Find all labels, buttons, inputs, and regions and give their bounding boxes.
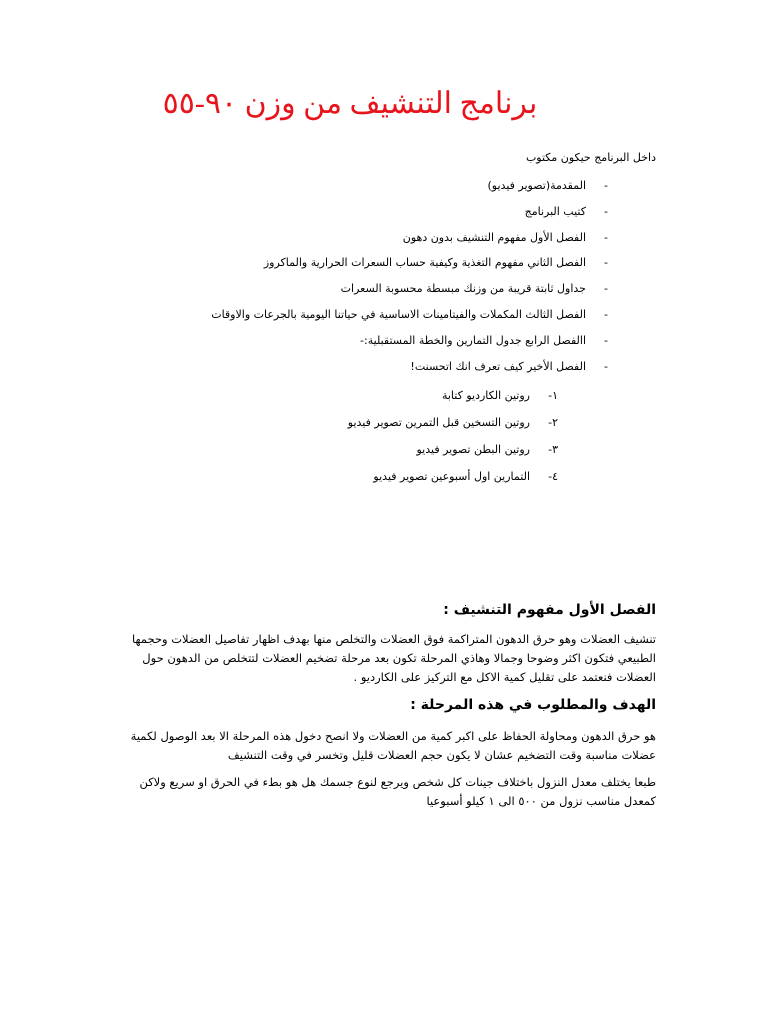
list-item	[348, 388, 558, 415]
list-item-label: روتين الكارديو كتابة	[441, 389, 530, 402]
section-heading-concept: الفصل الأول مفهوم التنشيف :	[443, 602, 656, 618]
list-item-label: الفصل الثاني مفهوم التغذية وكيفية حساب السعرات الحرارية والماكروز	[263, 256, 586, 270]
list-item-label: روتين التسخين قبل التمرين تصوير فيديو	[347, 416, 530, 429]
list-number: ٤-	[548, 470, 558, 483]
section-paragraph-concept: تنشيف العضلات وهو حرق الدهون المتراكمة فوق العضلات والتخلص منها بهدف اظهار تفاصيل العضلات وحجمها الطبيعي فتكون اكثر وضوحا وجمالا وهاذي المرحلة تكون بعد مرحلة تضخيم العضلات لتتخلص من الدهون حول العضلات فنعتمد على تقليل كمية الاكل مع التركيز على الكارديو .	[132, 632, 656, 684]
list-item-label: الفصل الثالث المكملات والفيتامينات الاساسية في حياتنا اليومية بالجرعات والاوقات	[211, 307, 586, 321]
list-item-label: المقدمة(تصوير فيديو)	[487, 179, 586, 192]
page-title: برنامج التنشيف من وزن ٩٠-٥٥	[162, 87, 538, 120]
list-number: ٢-	[548, 416, 558, 429]
list-item	[211, 359, 608, 385]
list-item-label: جداول ثابتة قريبة من وزنك مبسطة محسوبة السعرات	[340, 282, 586, 296]
final-chapter-sublist	[348, 388, 558, 496]
bullet: -	[604, 307, 608, 321]
bullet: -	[604, 282, 608, 296]
table-of-contents	[211, 178, 608, 384]
bullet: -	[604, 359, 608, 373]
section-paragraph-rate: طبعا يختلف معدل النزول باختلاف جينات كل شخص ويرجع لنوع جسمك هل هو بطء في الحرق او سريع ولاكن كمعدل مناسب نزول من ٥٠٠ الى ١ كيلو أسبوعيا	[139, 775, 656, 808]
list-item-label: الفصل الأول مفهوم التنشيف بدون دهون	[402, 230, 586, 244]
list-number: ٣-	[548, 443, 558, 456]
list-item	[348, 469, 558, 496]
list-item-label: االفصل الرابع جدول التمارين والخطة المستقبلية:-	[360, 333, 586, 347]
list-item	[211, 204, 608, 230]
list-item-label: روتين البطن تصوير فيديو	[416, 443, 530, 456]
bullet: -	[604, 256, 608, 270]
list-item	[211, 230, 608, 256]
list-item	[211, 178, 608, 204]
list-item-label: كتيب البرنامج	[524, 204, 586, 218]
list-item	[211, 255, 608, 281]
section-heading-goal: الهدف والمطلوب في هذه المرحلة :	[410, 697, 656, 713]
bullet: -	[604, 204, 608, 218]
bullet: -	[604, 179, 608, 192]
section-paragraph-goal: هو حرق الدهون ومحاولة الحفاظ على اكبر كمية من العضلات ولا انصح دخول هذه المرحلة الا بعد الوصول لكمية عضلات مناسبة وقت التضخيم عشان لا يكون حجم العضلات قليل وتخسر في وقت التنشيف	[130, 729, 656, 762]
bullet: -	[604, 230, 608, 244]
list-item	[211, 281, 608, 307]
list-item-label: الفصل الأخير كيف تعرف انك اتحسنت!	[410, 359, 586, 373]
list-number: ١-	[548, 389, 558, 402]
list-item	[211, 333, 608, 359]
list-item	[211, 307, 608, 333]
bullet: -	[604, 333, 608, 347]
list-item	[348, 442, 558, 469]
intro-line: داخل البرنامج حيكون مكتوب	[525, 151, 656, 164]
list-item	[348, 415, 558, 442]
list-item-label: التمارين اول أسبوعين تصوير فيديو	[373, 470, 530, 483]
